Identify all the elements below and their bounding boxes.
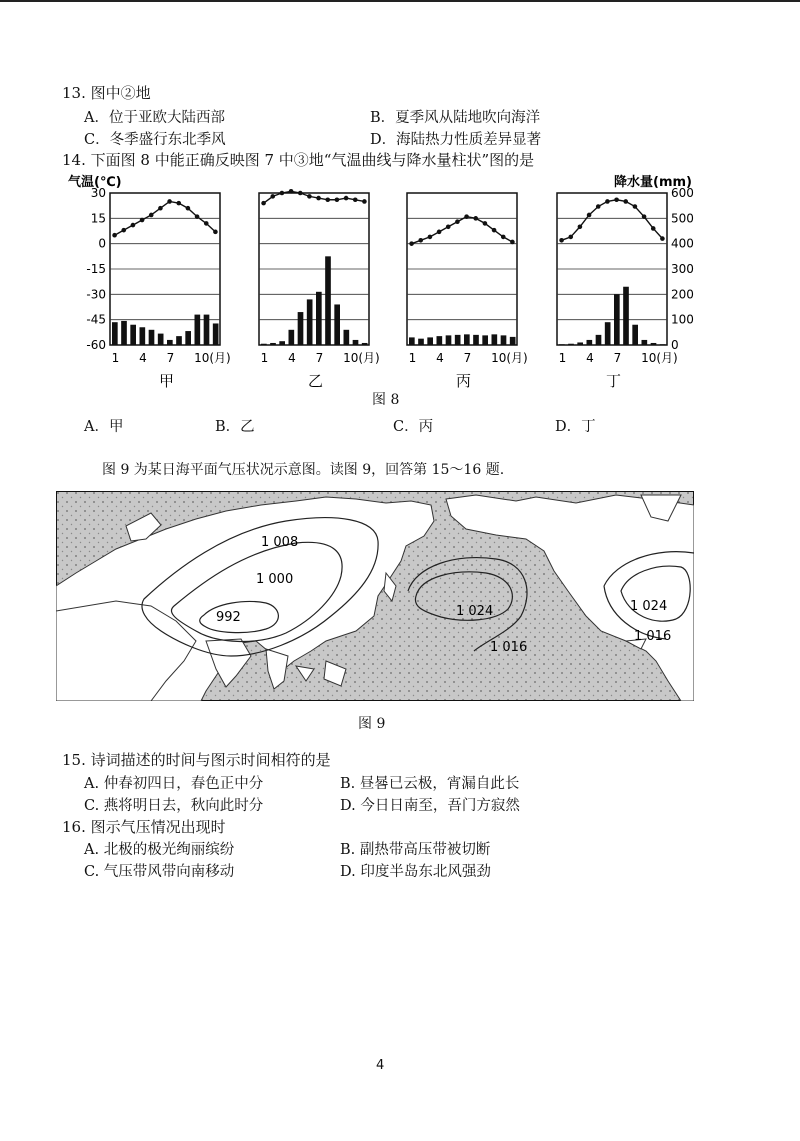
temperature-point xyxy=(158,206,163,211)
intro-text: 图 9 为某日海平面气压状况示意图。读图 9，回答第 15～16 题. xyxy=(102,462,505,478)
q16-option-c: C. 气压带风带向南移动 xyxy=(84,864,235,880)
temperature-point xyxy=(344,196,349,201)
precip-bar xyxy=(316,292,322,345)
precip-bar xyxy=(307,299,313,345)
precip-tick-label: 0 xyxy=(671,338,679,352)
temperature-point xyxy=(578,224,583,229)
q15-stem: 15. 诗词描述的时间与图示时间相符的是 xyxy=(62,751,331,769)
label-1016-atlantic: 1 016 xyxy=(634,629,672,644)
precip-bar xyxy=(418,339,424,345)
temperature-point xyxy=(195,214,200,219)
temperature-point xyxy=(261,201,266,206)
q14-option-c: C．丙 xyxy=(393,419,434,435)
month-tick-label: 10(月) xyxy=(641,351,678,365)
precip-bar xyxy=(455,335,461,345)
q13-option-a: A．位于亚欧大陆西部 xyxy=(84,110,225,126)
chart-title: 丙 xyxy=(456,372,472,390)
month-tick-label: 7 xyxy=(463,351,472,365)
precip-bar xyxy=(176,336,182,345)
precip-bar xyxy=(501,335,507,345)
precip-bar xyxy=(130,325,136,345)
precip-bar xyxy=(568,344,574,345)
temperature-point xyxy=(492,228,497,233)
precip-bar xyxy=(298,312,304,345)
temperature-point xyxy=(335,197,340,202)
precip-bar xyxy=(167,340,173,345)
precip-bar xyxy=(437,336,443,345)
temperature-point xyxy=(614,197,619,202)
precip-bar xyxy=(464,334,470,345)
temperature-point xyxy=(289,189,294,194)
temperature-point xyxy=(437,230,442,235)
temperature-point xyxy=(473,216,478,221)
temp-tick-label: -30 xyxy=(86,287,106,302)
month-tick-label: 10(月) xyxy=(491,351,528,365)
precip-bar xyxy=(632,325,638,345)
precip-bar xyxy=(325,256,331,345)
temp-axis-ticks xyxy=(86,186,106,352)
temp-tick-label: 30 xyxy=(90,186,106,200)
temperature-point xyxy=(176,201,181,206)
temperature-point xyxy=(605,199,610,204)
temp-tick-label: -60 xyxy=(86,338,106,352)
temperature-point xyxy=(316,196,321,201)
month-tick-label: 7 xyxy=(166,351,175,365)
temperature-point xyxy=(501,235,506,240)
q15-option-d: D. 今日日南至，吾门方寂然 xyxy=(340,798,520,814)
precip-bar xyxy=(587,340,593,345)
precip-bar xyxy=(195,315,201,345)
precip-bar xyxy=(121,321,127,345)
temperature-point xyxy=(483,221,488,226)
temperature-point xyxy=(446,224,451,229)
temperature-point xyxy=(568,235,573,240)
chart-title: 乙 xyxy=(308,372,324,390)
precip-bar xyxy=(446,335,452,345)
precip-bar xyxy=(270,343,276,345)
precip-bar xyxy=(344,330,350,345)
temperature-point xyxy=(510,240,515,245)
precip-bar xyxy=(642,340,648,345)
temperature-point xyxy=(409,241,414,246)
q15-option-b: B. 昼晷已云极，宵漏自此长 xyxy=(340,776,520,792)
precip-bar xyxy=(427,337,433,345)
temperature-point xyxy=(418,238,423,243)
precip-tick-label: 400 xyxy=(671,236,694,251)
precip-bar xyxy=(362,343,368,345)
temp-tick-label: 0 xyxy=(98,236,106,251)
month-tick-label: 7 xyxy=(315,351,324,365)
temperature-point xyxy=(353,197,358,202)
label-1024-atlantic: 1 024 xyxy=(630,599,668,614)
precip-tick-label: 200 xyxy=(671,287,694,302)
precip-bar xyxy=(660,344,666,345)
q14-option-a: A．甲 xyxy=(84,419,124,435)
temperature-point xyxy=(298,191,303,196)
temperature-point xyxy=(186,206,191,211)
temperature-point xyxy=(213,230,218,235)
climate-chart-3 xyxy=(407,193,528,390)
climate-chart-1 xyxy=(110,193,231,390)
precip-tick-label: 300 xyxy=(671,262,694,276)
q14-option-b: B．乙 xyxy=(215,419,255,435)
precip-bar xyxy=(605,322,611,345)
temp-tick-label: -45 xyxy=(86,312,106,327)
climate-chart-4 xyxy=(557,193,678,390)
month-tick-label: 7 xyxy=(613,351,622,365)
month-tick-label: 4 xyxy=(586,351,594,365)
temperature-point xyxy=(307,194,312,199)
climate-chart-2 xyxy=(259,189,380,390)
month-tick-label: 4 xyxy=(139,351,147,365)
label-1000: 1 000 xyxy=(256,572,294,587)
q13-option-b: B．夏季风从陆地吹向海洋 xyxy=(370,110,541,126)
temperature-point xyxy=(559,238,564,243)
label-1016-pacific: 1 016 xyxy=(490,640,528,655)
temperature-point xyxy=(623,199,628,204)
q16-stem: 16. 图示气压情况出现时 xyxy=(62,818,226,836)
precip-axis-title: 降水量(mm) xyxy=(614,175,692,190)
temperature-point xyxy=(660,236,665,241)
label-1024-pacific: 1 024 xyxy=(456,604,494,619)
temperature-point xyxy=(149,213,154,218)
q16-option-a: A. 北极的极光绚丽缤纷 xyxy=(84,842,235,858)
pressure-map xyxy=(56,491,694,701)
precip-bar xyxy=(353,340,359,345)
precip-bar xyxy=(140,327,146,345)
chart-title: 丁 xyxy=(606,372,622,390)
temperature-point xyxy=(204,221,209,226)
precip-axis-ticks xyxy=(671,186,694,352)
temperature-point xyxy=(131,223,136,228)
month-tick-label: 10(月) xyxy=(194,351,231,365)
precip-bar xyxy=(112,322,118,345)
month-tick-label: 1 xyxy=(408,351,417,365)
temp-axis-title: 气温(℃) xyxy=(68,175,122,190)
temperature-point xyxy=(362,199,367,204)
precip-bar xyxy=(614,294,620,345)
temperature-point xyxy=(642,214,647,219)
temperature-point xyxy=(140,218,145,223)
fig8-caption: 图 8 xyxy=(372,392,400,408)
temperature-point xyxy=(325,197,330,202)
q16-option-d: D. 印度半岛东北风强劲 xyxy=(340,864,491,880)
temperature-point xyxy=(651,226,656,231)
chart-title: 甲 xyxy=(159,372,175,390)
temperature-point xyxy=(455,219,460,224)
precip-bar xyxy=(473,335,479,345)
q14-stem: 14. 下面图 8 中能正确反映图 7 中③地“气温曲线与降水量柱状”图的是 xyxy=(62,151,535,169)
precip-bar xyxy=(279,341,285,345)
precip-bar xyxy=(185,331,191,345)
temperature-point xyxy=(596,204,601,209)
q15-option-c: C. 燕将明日去，秋向此时分 xyxy=(84,798,264,814)
precip-bar xyxy=(492,334,498,345)
precip-bar xyxy=(577,342,583,345)
precip-bar xyxy=(623,287,629,345)
temperature-point xyxy=(121,228,126,233)
temperature-point xyxy=(633,204,638,209)
month-tick-label: 10(月) xyxy=(343,351,380,365)
q13-option-d: D．海陆热力性质差异显著 xyxy=(370,132,542,148)
precip-bar xyxy=(204,315,210,345)
page-number: 4 xyxy=(376,1058,385,1073)
precip-bar xyxy=(334,304,340,345)
precip-bar xyxy=(409,337,415,345)
temperature-point xyxy=(167,199,172,204)
q13-stem: 13. 图中②地 xyxy=(62,84,151,102)
temp-tick-label: 15 xyxy=(90,211,106,226)
month-tick-label: 1 xyxy=(558,351,567,365)
precip-bar xyxy=(596,335,602,345)
precip-bar xyxy=(482,335,488,345)
temperature-point xyxy=(112,233,117,238)
climate-charts-figure xyxy=(0,0,800,400)
month-tick-label: 4 xyxy=(436,351,444,365)
temperature-point xyxy=(270,194,275,199)
month-tick-label: 4 xyxy=(288,351,296,365)
fig9-caption: 图 9 xyxy=(358,716,386,732)
precip-bar xyxy=(158,334,164,345)
q15-option-a: A. 仲春初四日，春色正中分 xyxy=(84,776,264,792)
temperature-point xyxy=(280,191,285,196)
q14-option-d: D．丁 xyxy=(555,419,596,435)
precip-bar xyxy=(559,344,565,345)
precip-bar xyxy=(651,343,657,345)
precip-tick-label: 500 xyxy=(671,211,694,226)
precip-bar xyxy=(261,344,267,345)
temperature-point xyxy=(464,214,469,219)
precip-bar xyxy=(510,337,516,345)
month-tick-label: 1 xyxy=(260,351,269,365)
label-1008: 1 008 xyxy=(261,535,299,550)
precip-bar xyxy=(149,330,155,345)
temp-tick-label: -15 xyxy=(86,262,106,276)
temperature-point xyxy=(587,213,592,218)
q13-option-c: C．冬季盛行东北季风 xyxy=(84,132,226,148)
precip-bar xyxy=(289,330,295,345)
month-tick-label: 1 xyxy=(111,351,120,365)
precip-tick-label: 100 xyxy=(671,312,694,327)
q16-option-b: B. 副热带高压带被切断 xyxy=(340,842,491,858)
label-992: 992 xyxy=(216,610,241,625)
precip-tick-label: 600 xyxy=(671,186,694,200)
temperature-point xyxy=(428,235,433,240)
precip-bar xyxy=(213,323,219,345)
